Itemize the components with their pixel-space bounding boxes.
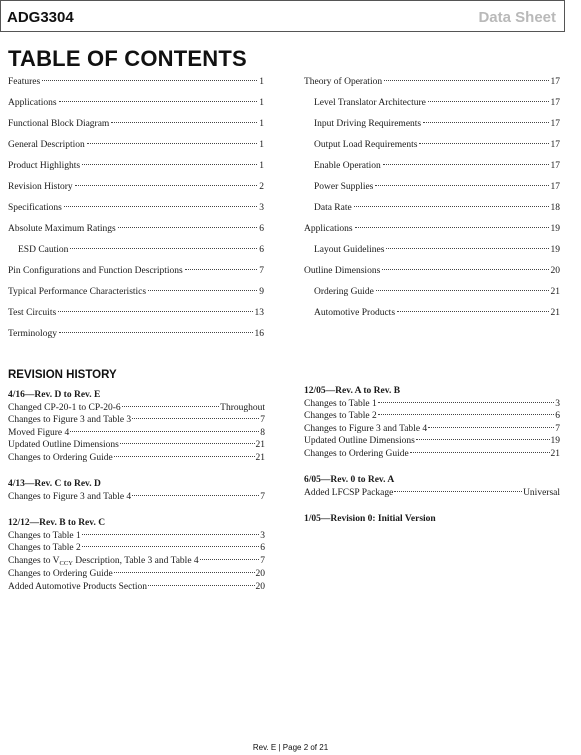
document-type: Data Sheet — [478, 9, 556, 26]
part-number: ADG3304 — [7, 9, 74, 26]
revision-group — [8, 389, 265, 464]
toc-entry[interactable] — [304, 244, 560, 265]
toc-entry-page: 18 — [550, 203, 560, 213]
revision-entry-text — [8, 439, 119, 452]
revision-entry — [8, 555, 265, 569]
revision-heading: 12/12—Rev. B to Rev. C — [8, 518, 106, 528]
revision-entry-text-part: Changes to Figure 3 and Table 4 — [8, 491, 132, 502]
toc-entry-page: 21 — [550, 308, 560, 318]
revision-entry — [8, 402, 265, 415]
revision-entry-page: 7 — [260, 555, 265, 566]
dot-leader — [386, 248, 548, 249]
dot-leader — [382, 269, 548, 270]
toc-entry-page: 3 — [259, 203, 264, 213]
revision-entry-text — [304, 448, 409, 461]
toc-entry[interactable] — [304, 286, 560, 307]
revision-entry-page: 20 — [255, 581, 265, 592]
toc-entry-label: ESD Caution — [18, 245, 69, 255]
revision-entry-text-part: Added Automotive Products Section — [8, 581, 148, 592]
toc-entry-page: 1 — [259, 77, 264, 87]
revision-group — [304, 385, 560, 460]
dot-leader — [416, 439, 550, 440]
dot-leader — [82, 534, 259, 535]
revision-entry-text-part: Description, Table 3 and Table 4 — [72, 555, 199, 566]
revision-entry — [304, 435, 560, 448]
toc-entry-page: 1 — [259, 98, 264, 108]
toc-entry-label: Absolute Maximum Ratings — [8, 224, 116, 234]
revision-entry-page: 21 — [255, 440, 265, 450]
revision-history-title: REVISION HISTORY — [8, 369, 117, 381]
revision-entry-text-part: Updated Outline Dimensions — [304, 436, 415, 446]
revision-entry-page: 7 — [260, 415, 265, 425]
toc-entry-page: 6 — [259, 245, 264, 255]
revision-entry-page: 6 — [260, 543, 265, 553]
revision-group — [304, 513, 560, 526]
dot-leader — [118, 227, 258, 228]
dot-leader — [428, 427, 554, 428]
revision-entry — [8, 452, 265, 465]
revision-entry-page: 21 — [550, 448, 560, 459]
revision-entry-page: 8 — [260, 427, 265, 438]
toc-entry-label: Theory of Operation — [304, 77, 383, 87]
dot-leader — [383, 164, 549, 165]
toc-entry-page: 1 — [259, 140, 264, 150]
revision-entry-page: 21 — [255, 452, 265, 463]
revision-entry-text-part: Updated Outline Dimensions — [8, 440, 119, 450]
toc-entry-label: Test Circuits — [8, 308, 57, 318]
toc-entry[interactable] — [8, 202, 264, 223]
dot-leader — [59, 332, 253, 333]
toc-entry-label: Pin Configurations and Function Descriptions — [8, 266, 183, 276]
revision-entry-page: 3 — [555, 398, 560, 409]
revision-entry — [8, 581, 265, 594]
revision-entry-text — [8, 427, 69, 440]
dot-leader — [132, 418, 259, 419]
toc-entry[interactable] — [304, 139, 560, 160]
toc-entry-page: 19 — [550, 245, 560, 255]
dot-leader — [428, 101, 549, 102]
revision-entry-text — [8, 542, 81, 555]
revision-entry-text-part: Changes to Figure 3 and Table 4 — [304, 423, 428, 434]
revision-entry-page: Throughout — [220, 402, 265, 413]
toc-entry-label: Layout Guidelines — [314, 245, 385, 255]
toc-entry[interactable] — [8, 139, 264, 160]
dot-leader — [58, 311, 252, 312]
toc-entry-label: Product Highlights — [8, 161, 81, 171]
toc-entry-page: 17 — [550, 182, 560, 192]
toc-entry-label: Input Driving Requirements — [314, 119, 422, 129]
toc-entry[interactable] — [8, 307, 264, 328]
subscript-text: CCY — [59, 559, 73, 567]
revision-entry-page: 19 — [550, 436, 560, 446]
toc-entry-label: Features — [8, 77, 41, 87]
revision-entry — [8, 491, 265, 504]
revision-entry-text — [8, 555, 199, 569]
toc-entry[interactable] — [8, 97, 264, 118]
revision-group — [304, 474, 560, 499]
revision-entry-text-part: Added LFCSP Package — [304, 487, 394, 498]
revision-group — [8, 517, 265, 593]
toc-entry-page: 17 — [550, 161, 560, 171]
revision-heading: 1/05—Revision 0: Initial Version — [304, 514, 436, 524]
toc-entry-label: Typical Performance Characteristics — [8, 287, 147, 297]
revision-heading: 4/16—Rev. D to Rev. E — [8, 390, 101, 400]
toc-entry[interactable] — [304, 118, 560, 139]
toc-entry-page: 17 — [550, 140, 560, 150]
revision-entry-text — [304, 487, 393, 500]
toc-title: TABLE OF CONTENTS — [8, 46, 247, 71]
toc-entry-label: Ordering Guide — [314, 287, 374, 297]
revision-entry-text — [8, 568, 113, 581]
revision-entry-page: 20 — [255, 569, 265, 579]
toc-entry-page: 21 — [550, 287, 560, 297]
revision-entry-text-part: Changes to Ordering Guide — [304, 448, 409, 459]
revision-entry-text-part: Changes to Figure 3 and Table 3 — [8, 415, 132, 425]
dot-leader — [87, 143, 257, 144]
dot-leader — [410, 452, 550, 453]
toc-entry-page: 13 — [254, 308, 264, 318]
revision-heading: 4/13—Rev. C to Rev. D — [8, 479, 101, 489]
dot-leader — [378, 414, 554, 415]
toc-entry[interactable] — [304, 265, 560, 286]
revision-entry — [8, 568, 265, 581]
toc-entry[interactable] — [304, 307, 560, 328]
toc-entry-label: Applications — [8, 98, 57, 108]
dot-leader — [114, 456, 255, 457]
toc-right-column — [304, 76, 560, 328]
revision-entry-text — [8, 581, 147, 594]
revision-entry — [8, 530, 265, 543]
revision-entry — [304, 410, 560, 423]
dot-leader — [384, 80, 548, 81]
revision-group — [8, 478, 265, 503]
dot-leader — [419, 143, 548, 144]
toc-entry-label: Output Load Requirements — [314, 140, 418, 150]
toc-entry-page: 2 — [259, 182, 264, 192]
revision-entry-text-part: Changes to V — [8, 555, 60, 566]
toc-entry-page: 1 — [259, 119, 264, 129]
page-header — [0, 0, 565, 32]
toc-entry[interactable] — [8, 244, 264, 265]
revision-entry-text-part: Changes to Ordering Guide — [8, 452, 113, 463]
dot-leader — [185, 269, 258, 270]
toc-entry-label: General Description — [8, 140, 85, 150]
revision-entry-text — [304, 398, 377, 411]
dot-leader — [375, 185, 548, 186]
revision-entry-text-part: Changes to Table 2 — [8, 543, 81, 553]
toc-entry[interactable] — [8, 160, 264, 181]
dot-leader — [82, 164, 257, 165]
page-footer: Rev. E | Page 2 of 21 — [252, 743, 329, 752]
dot-leader — [148, 585, 254, 586]
dot-leader — [122, 406, 219, 407]
toc-entry[interactable] — [8, 265, 264, 286]
toc-entry[interactable] — [304, 76, 560, 97]
dot-leader — [42, 80, 257, 81]
toc-entry-label: Functional Block Diagram — [8, 119, 110, 129]
dot-leader — [59, 101, 258, 102]
toc-entry-label: Power Supplies — [314, 182, 374, 192]
revision-entry — [8, 439, 265, 452]
dot-leader — [355, 227, 549, 228]
toc-entry[interactable] — [304, 97, 560, 118]
dot-leader — [376, 290, 549, 291]
dot-leader — [111, 122, 257, 123]
revision-entry-text-part: Changes to Table 1 — [8, 530, 81, 541]
revision-entry — [8, 542, 265, 555]
revision-entry — [304, 448, 560, 461]
revision-history-left-column — [8, 389, 265, 607]
revision-entry-text — [8, 452, 113, 465]
toc-entry[interactable] — [8, 328, 264, 349]
toc-entry-label: Applications — [304, 224, 353, 234]
dot-leader — [354, 206, 549, 207]
toc-entry[interactable] — [8, 223, 264, 244]
dot-leader — [64, 206, 257, 207]
toc-entry-label: Outline Dimensions — [304, 266, 381, 276]
dot-leader — [70, 431, 259, 432]
toc-entry-label: Automotive Products — [314, 308, 396, 318]
revision-entry-text — [304, 435, 415, 448]
revision-entry-text — [8, 491, 131, 504]
dot-leader — [423, 122, 548, 123]
toc-entry-label: Enable Operation — [314, 161, 381, 171]
revision-entry-page: Universal — [523, 487, 560, 498]
toc-entry[interactable] — [304, 160, 560, 181]
revision-entry-page: 3 — [260, 530, 265, 541]
toc-entry-page: 17 — [550, 98, 560, 108]
revision-heading: 6/05—Rev. 0 to Rev. A — [304, 475, 395, 485]
revision-entry-text-part: Changes to Ordering Guide — [8, 569, 113, 579]
toc-entry-label: Data Rate — [314, 203, 352, 213]
revision-entry — [304, 423, 560, 436]
revision-entry — [8, 414, 265, 427]
revision-entry-text-part: Moved Figure 4 — [8, 427, 70, 438]
toc-entry-page: 16 — [254, 329, 264, 339]
toc-entry-label: Specifications — [8, 203, 62, 213]
revision-heading: 12/05—Rev. A to Rev. B — [304, 386, 401, 396]
dot-leader — [148, 290, 257, 291]
dot-leader — [75, 185, 258, 186]
toc-entry-page: 19 — [550, 224, 560, 234]
toc-entry-page: 9 — [259, 287, 264, 297]
revision-entry-text — [304, 423, 427, 436]
toc-entry[interactable] — [8, 181, 264, 202]
toc-entry-label: Terminology — [8, 329, 57, 339]
toc-entry[interactable] — [8, 118, 264, 139]
toc-entry-page: 1 — [259, 161, 264, 171]
toc-entry[interactable] — [304, 223, 560, 244]
revision-entry-text — [8, 402, 121, 415]
toc-entry[interactable] — [8, 286, 264, 307]
toc-entry-page: 7 — [259, 266, 264, 276]
revision-entry-text — [8, 414, 131, 427]
revision-entry-text — [304, 410, 377, 423]
toc-entry[interactable] — [304, 202, 560, 223]
toc-entry[interactable] — [8, 76, 264, 97]
dot-leader — [114, 572, 255, 573]
toc-entry-page: 6 — [259, 224, 264, 234]
dot-leader — [120, 443, 255, 444]
dot-leader — [70, 248, 257, 249]
dot-leader — [394, 491, 522, 492]
revision-entry-page: 6 — [555, 411, 560, 421]
dot-leader — [378, 402, 554, 403]
toc-entry-label: Revision History — [8, 182, 73, 192]
revision-entry-text-part: Changes to Table 2 — [304, 411, 377, 421]
toc-entry[interactable] — [304, 181, 560, 202]
revision-entry-text — [8, 530, 81, 543]
dot-leader — [397, 311, 548, 312]
dot-leader — [82, 546, 259, 547]
revision-entry-text-part: Changed CP-20-1 to CP-20-6 — [8, 402, 121, 413]
toc-left-column — [8, 76, 264, 349]
revision-entry-page: 7 — [260, 491, 265, 502]
revision-entry — [304, 487, 560, 500]
revision-entry-page: 7 — [555, 423, 560, 434]
revision-history-right-column — [304, 385, 560, 540]
toc-entry-page: 17 — [550, 119, 560, 129]
revision-entry-text-part: Changes to Table 1 — [304, 398, 377, 409]
dot-leader — [132, 495, 259, 496]
dot-leader — [200, 559, 260, 560]
toc-entry-page: 20 — [550, 266, 560, 276]
toc-entry-label: Level Translator Architecture — [314, 98, 426, 108]
toc-entry-page: 17 — [550, 77, 560, 87]
revision-entry — [8, 427, 265, 440]
revision-entry — [304, 398, 560, 411]
